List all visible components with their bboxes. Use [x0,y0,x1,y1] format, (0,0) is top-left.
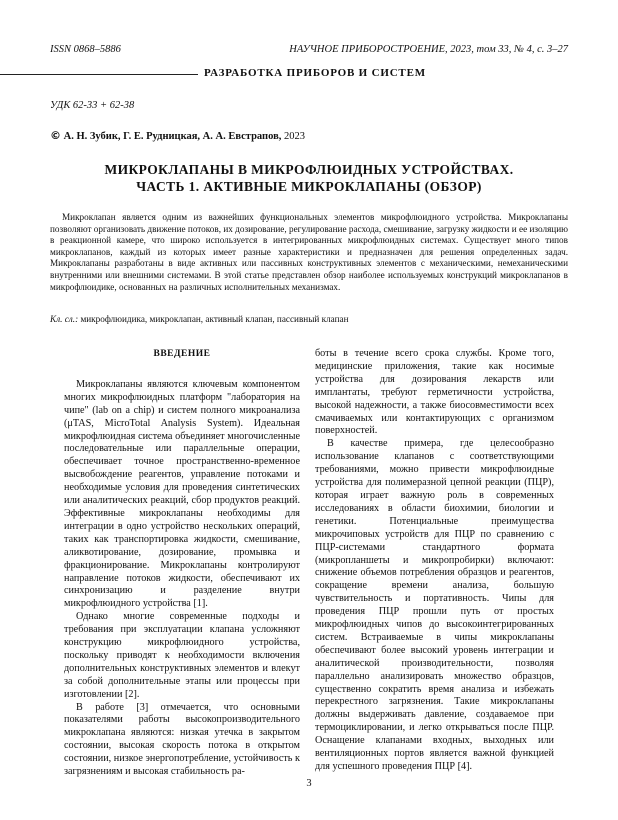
keywords [50,314,568,324]
keywords-text: микрофлюидика, микроклапан, активный клапан, пассивный клапан [80,314,349,324]
abstract-text: Микроклапан является одним из важнейших функциональных элементов микрофлюидного устройства. Микроклапаны позволяют организовать движение потоков, их дозирование, регулирование расхода, смешивание, загрузку жидкости и ее изоляцию в реакционной камере, что широко используется в интегрированных микрофлюидных системах. Существует много типов микроклапанов, каждый из которых имеет разные характеристики и предназначен для решения определенных задач. Микроклапаны разработаны в виде активных или пассивных конструктивных элементов с механическими, немеханическими внутренними или внешними системами. В этой статье представлен обзор наиболее используемых конструкций микроклапанов в микрофлюидике, основанных на различных исполнительных механизмах. [50,212,568,292]
abstract [50,212,568,293]
right-column [315,348,554,774]
left-column [64,348,300,779]
paragraph-3: В работе [3] отмечается, что основными показателями работы высокопроизводительного микроклапана являются: низкая утечка в закрытом состоянии, высокая скорость потока в открытом состоянии, низкое энергопотребление, устойчивость к загрязнениям и высокая стабильность ра- [64,701,300,778]
author-names: А. Н. Зубик, Г. Е. Рудницкая, А. А. Евстрапов, [63,131,282,142]
title-line-2: ЧАСТЬ 1. АКТИВНЫЕ МИКРОКЛАПАНЫ (ОБЗОР) [136,179,482,194]
paragraph-1: Микроклапаны являются ключевым компонентом многих микрофлюидных платформ "лаборатория на чипе" (lab on a chip) и систем полного микроанализа (μTAS, MicroTotal Analysis System). Идеальная микрофлюидная система объединяет многочисленные последовательные или параллельные операции, обеспечивает точное пространственно-временное высвобождение реагентов, управление потоками и необходимые условия для проведения синтетических или аналитических реакций, сбор продуктов реакций. Эффективные микроклапаны необходимы для интеграции в одно устройство нескольких операций, таких как транспортировка жидкости, смешивание, аликвотирование, дозирование, промывка и фракционирование. Микроклапаны контролируют направление потоков жидкости, обеспечивают их синхронизацию и разделение внутри микрофлюидного устройства [1]. [64,378,300,610]
paragraph-4: боты в течение всего срока службы. Кроме того, медицинские приложения, такие как носимые устройства для дозирования лекарств или имплантаты, требуют герметичности устройства, высокой надежности, а также биосовместимости всех смачиваемых или контактирующих с организмом поверхностей. [315,348,554,437]
journal-citation: НАУЧНОЕ ПРИБОРОСТРОЕНИЕ, 2023, том 33, № 4, с. 3–27 [289,44,568,55]
paper-title [40,161,578,195]
copyright-year: 2023 [284,131,305,142]
issn: ISSN 0868–5886 [50,44,121,55]
authors-line [50,129,305,142]
paragraph-5: В качестве примера, где целесообразно использование клапанов с соответствующими требованиями, можно привести микрофлюидные устройства для полимеразной цепной реакции (ПЦР), которая играет важную роль в современных исследованиях в области биохимии, биологии и генетики. Потенциальные преимущества микрочиповых устройств для ПЦР по сравнению с ПЦР-системами стандартного формата (микропланшеты и микропробирки) включают: снижение объемов потребления образцов и реагентов, сокращение времени анализа, большую чувствительность и портативность. Чипы для проведения ПЦР прошли путь от простых микрофлюидных чипов до высокоинтегрированных систем. Встраиваемые в чипы микроклапаны обеспечивают более высокий уровень интеграции и аналитической производительности, позволяя параллельно анализировать множество образцов, существенно сократить время анализа и избежать перекрестного загрязнения. Такие микроклапаны должны выдерживать давление, создаваемое при термоциклировании, и легко открываться после ПЦР. Оснащение клапанами входных, выходных или вентиляционных портов является важной функцией для успешного проведения ПЦР [4]. [315,438,554,772]
title-line-1: МИКРОКЛАПАНЫ В МИКРОФЛЮИДНЫХ УСТРОЙСТВАХ. [104,162,514,177]
section-heading-introduction: ВВЕДЕНИЕ [153,349,211,359]
udc-code: УДК 62-33 + 62-38 [50,100,135,111]
running-header [50,44,568,55]
section-rule [0,74,198,75]
copyright-icon: © [50,129,61,142]
page-number: 3 [306,778,312,789]
paragraph-2: Однако многие современные подходы и требования при эксплуатации клапана усложняют конструкцию микрофлюидного устройства, поскольку приводят к необходимости включения дополнительных конструктивных элементов и влекут за собой дополнительные этапы или процессы при изготовлении [2]. [64,611,300,700]
keywords-label: Кл. сл.: [50,314,79,324]
section-title: РАЗРАБОТКА ПРИБОРОВ И СИСТЕМ [204,67,426,79]
section-bar [0,66,618,86]
